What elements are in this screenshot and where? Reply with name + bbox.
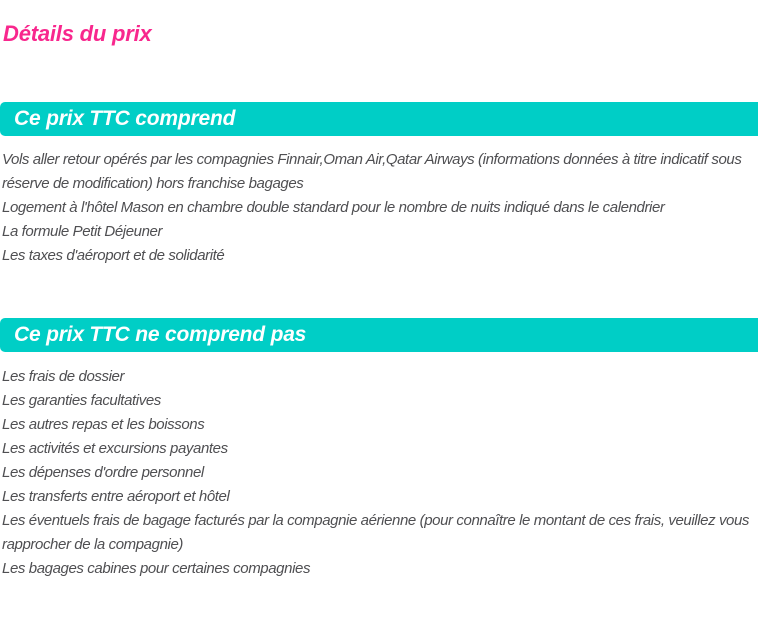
included-item: Logement à l'hôtel Mason en chambre double standard pour le nombre de nuits indiqué dans le calendrier xyxy=(2,199,665,216)
excluded-item: Les bagages cabines pour certaines compagnies xyxy=(2,560,311,577)
included-item: La formule Petit Déjeuner xyxy=(2,223,163,240)
excluded-item: Les dépenses d'ordre personnel xyxy=(2,464,204,481)
excluded-section-header-label: Ce prix TTC ne comprend pas xyxy=(14,323,307,346)
included-section-header-label: Ce prix TTC comprend xyxy=(14,107,236,130)
section-price-excluded xyxy=(0,318,758,581)
excluded-item: Les frais de dossier xyxy=(2,368,125,385)
excluded-item: Les transferts entre aéroport et hôtel xyxy=(2,488,230,505)
excluded-item: Les éventuels frais de bagage facturés par la compagnie aérienne (pour connaître le montant de ces frais, veuillez vous rapprocher de la compagnie) xyxy=(2,512,750,553)
excluded-item: Les garanties facultatives xyxy=(2,392,161,409)
excluded-item: Les autres repas et les boissons xyxy=(2,416,205,433)
page-title: Détails du prix xyxy=(3,21,152,46)
included-item: Les taxes d'aéroport et de solidarité xyxy=(2,247,225,264)
excluded-item: Les activités et excursions payantes xyxy=(2,440,228,457)
included-item-list xyxy=(2,148,758,268)
section-price-included xyxy=(0,102,758,268)
excluded-section-header xyxy=(0,318,758,352)
included-item: Vols aller retour opérés par les compagnies Finnair,Oman Air,Qatar Airways (informations données à titre indicatif sous réserve de modification) hors franchise bagages xyxy=(2,151,742,192)
excluded-item-list xyxy=(2,365,758,581)
included-section-header xyxy=(0,102,758,136)
